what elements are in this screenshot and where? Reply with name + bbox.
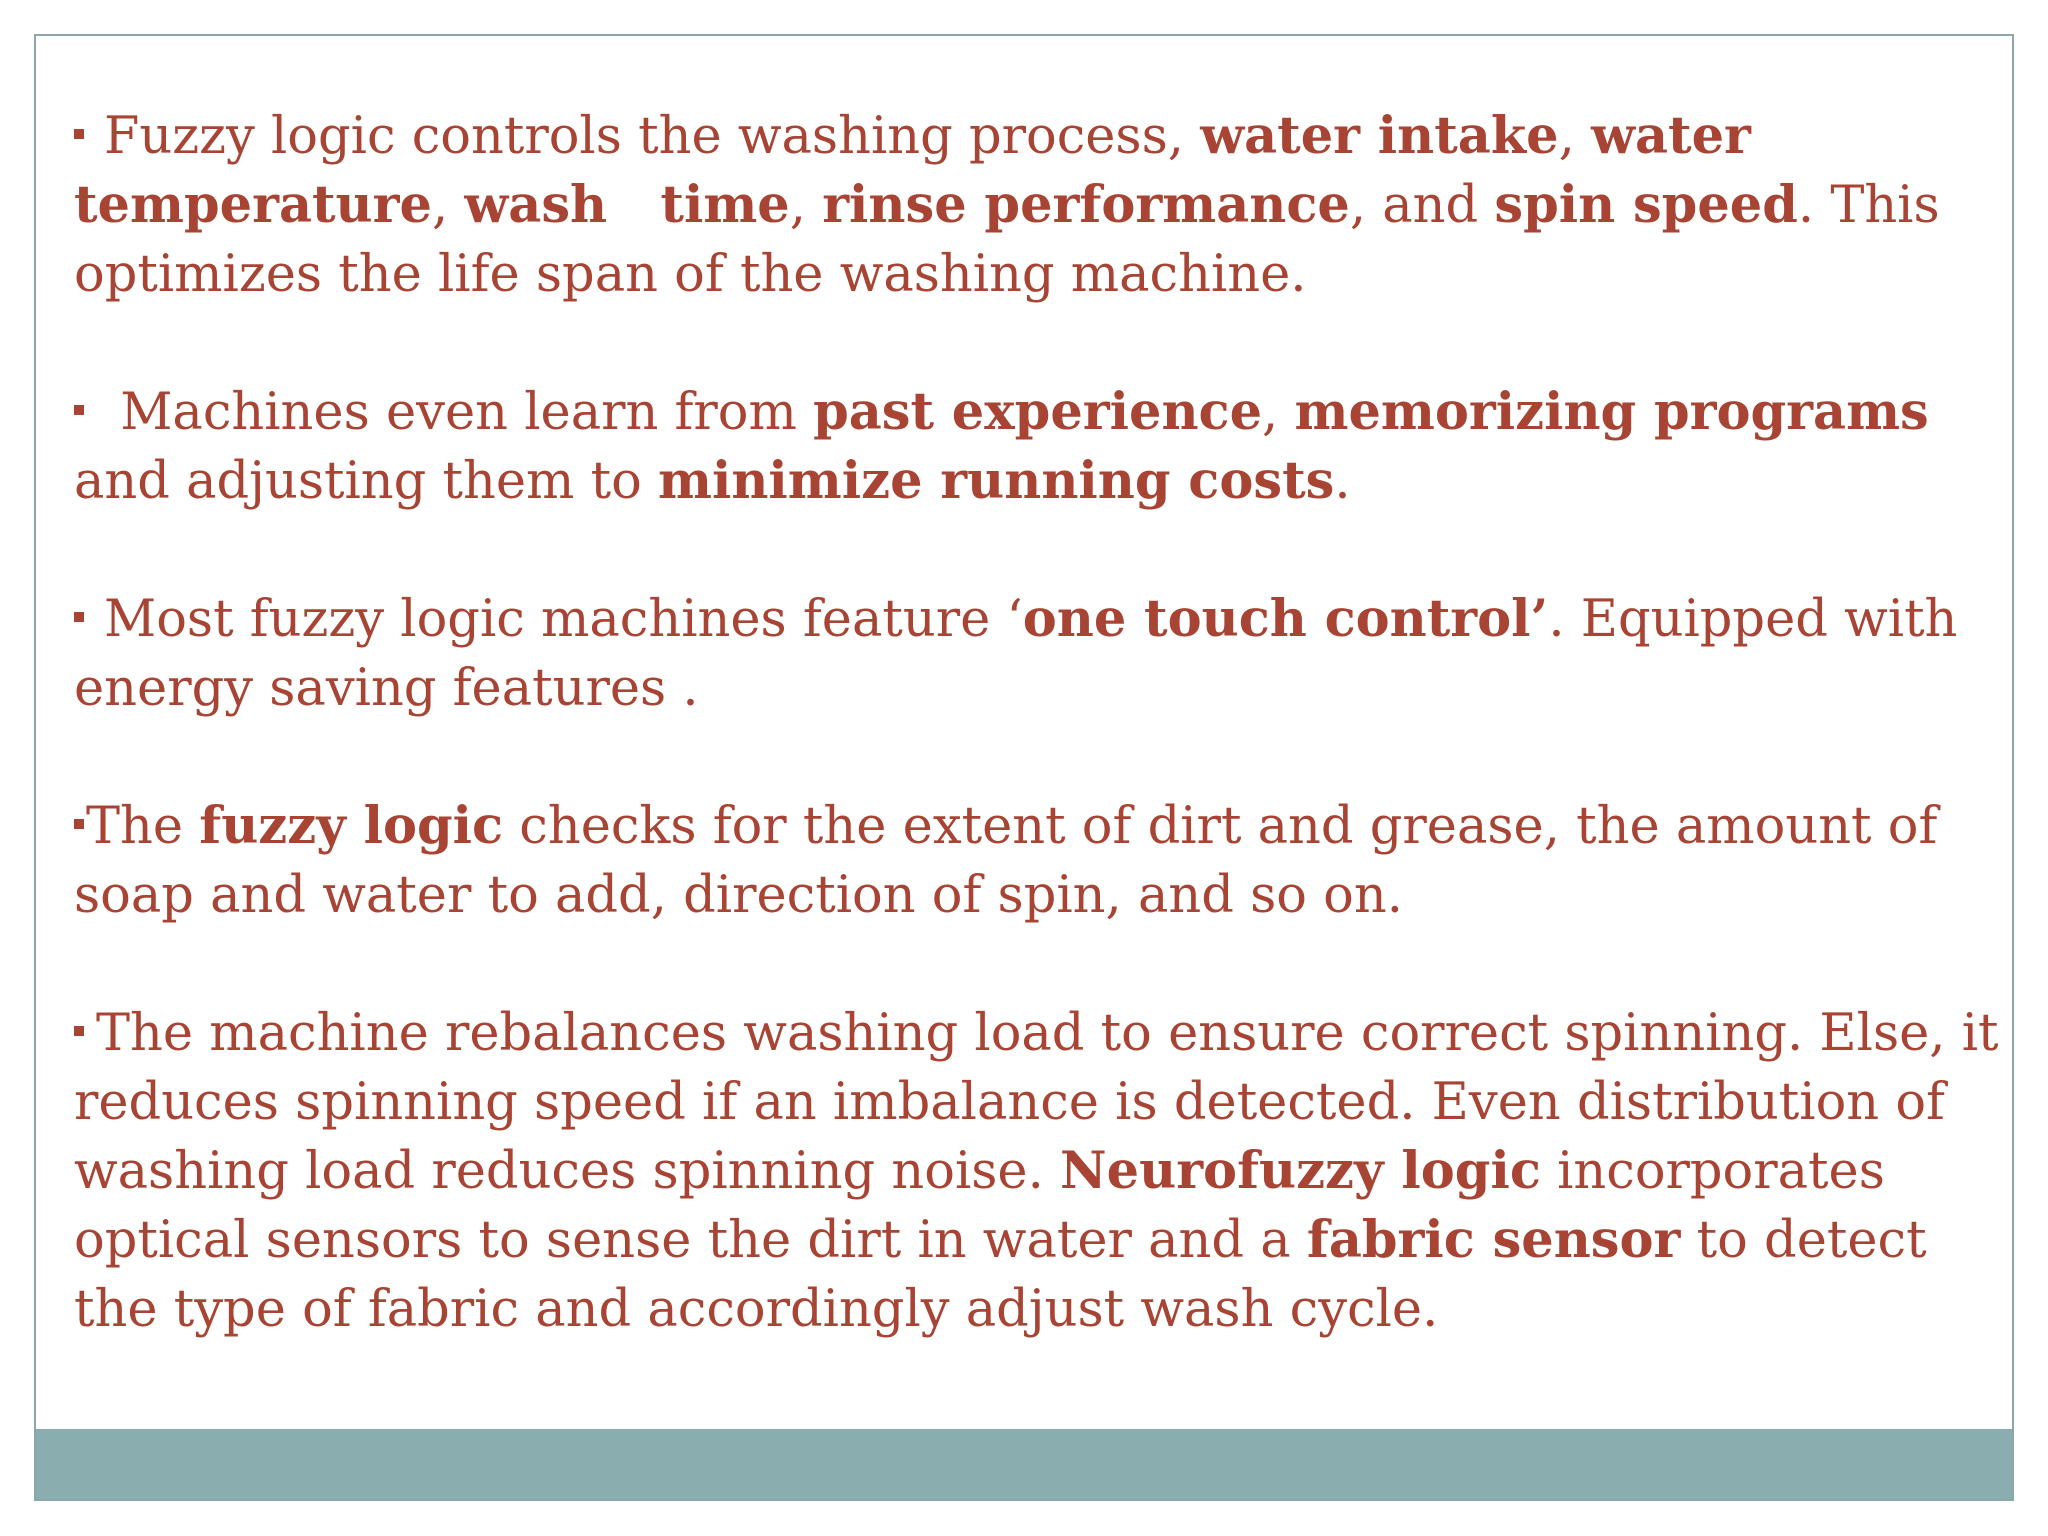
text-run: The machine rebalances washing load to ensure correct spinning. Else, it reduces spinning speed if an imbalance is detected. Even distribution of washing load reduces spinning noise. [74,1004,1999,1201]
text-run: . This optimizes the life span of the washing machine. [74,176,1940,304]
bullet-paragraph-3 [74,585,2014,723]
bold-text-run: water intake [1200,106,1559,166]
slide-body [74,102,2014,1344]
bold-text-run: fabric sensor [1306,1210,1681,1270]
text-run: Most fuzzy logic machines feature ‘ [104,590,1023,649]
text-run: , and [1349,176,1495,235]
text-run: The [86,797,200,856]
text-run: and adjusting them to [74,452,659,511]
bold-text-run: rinse performance [822,175,1350,235]
text-run: Fuzzy logic controls the washing process, [104,107,1201,166]
text-run: checks for the extent of dirt and grease, the amount of soap and water to add, direction of spin, and so on. [74,797,1938,925]
text-run: , [789,176,823,235]
bold-text-run: fuzzy logic [199,796,504,856]
bold-text-run: wash time [464,175,790,235]
bold-text-run: one touch control’ [1022,589,1549,649]
text-run: Machines even learn from [104,383,814,442]
text-run: incorporates optical sensors to sense the dirt in water and a [74,1142,1885,1270]
bold-text-run: past experience [813,382,1263,442]
footer-bar [36,1429,2012,1499]
slide [34,34,2014,1501]
bold-text-run: Neurofuzzy logic [1060,1141,1541,1201]
square-bullet-icon [74,1026,84,1036]
text-run: to detect the type of fabric and accordingly adjust wash cycle. [74,1211,1927,1339]
text-run: , [1558,107,1592,166]
square-bullet-icon [74,612,84,622]
bullet-paragraph-1 [74,102,2014,309]
text-run: , [431,176,465,235]
square-bullet-icon [74,819,84,829]
bold-text-run: spin speed [1494,175,1798,235]
bullet-paragraph-5 [74,999,2014,1344]
text-run: , [1262,383,1295,442]
bullet-paragraph-4 [74,792,2014,930]
bold-text-run: minimize running costs [658,451,1335,511]
bullet-paragraph-2 [74,378,2014,516]
square-bullet-icon [74,405,84,415]
bold-text-run: memorizing programs [1294,382,1929,442]
text-run: . Equipped with energy saving features . [74,590,1958,718]
bold-text-run: water temperature [74,106,1751,235]
square-bullet-icon [74,129,84,139]
text-run: . [1334,452,1351,511]
